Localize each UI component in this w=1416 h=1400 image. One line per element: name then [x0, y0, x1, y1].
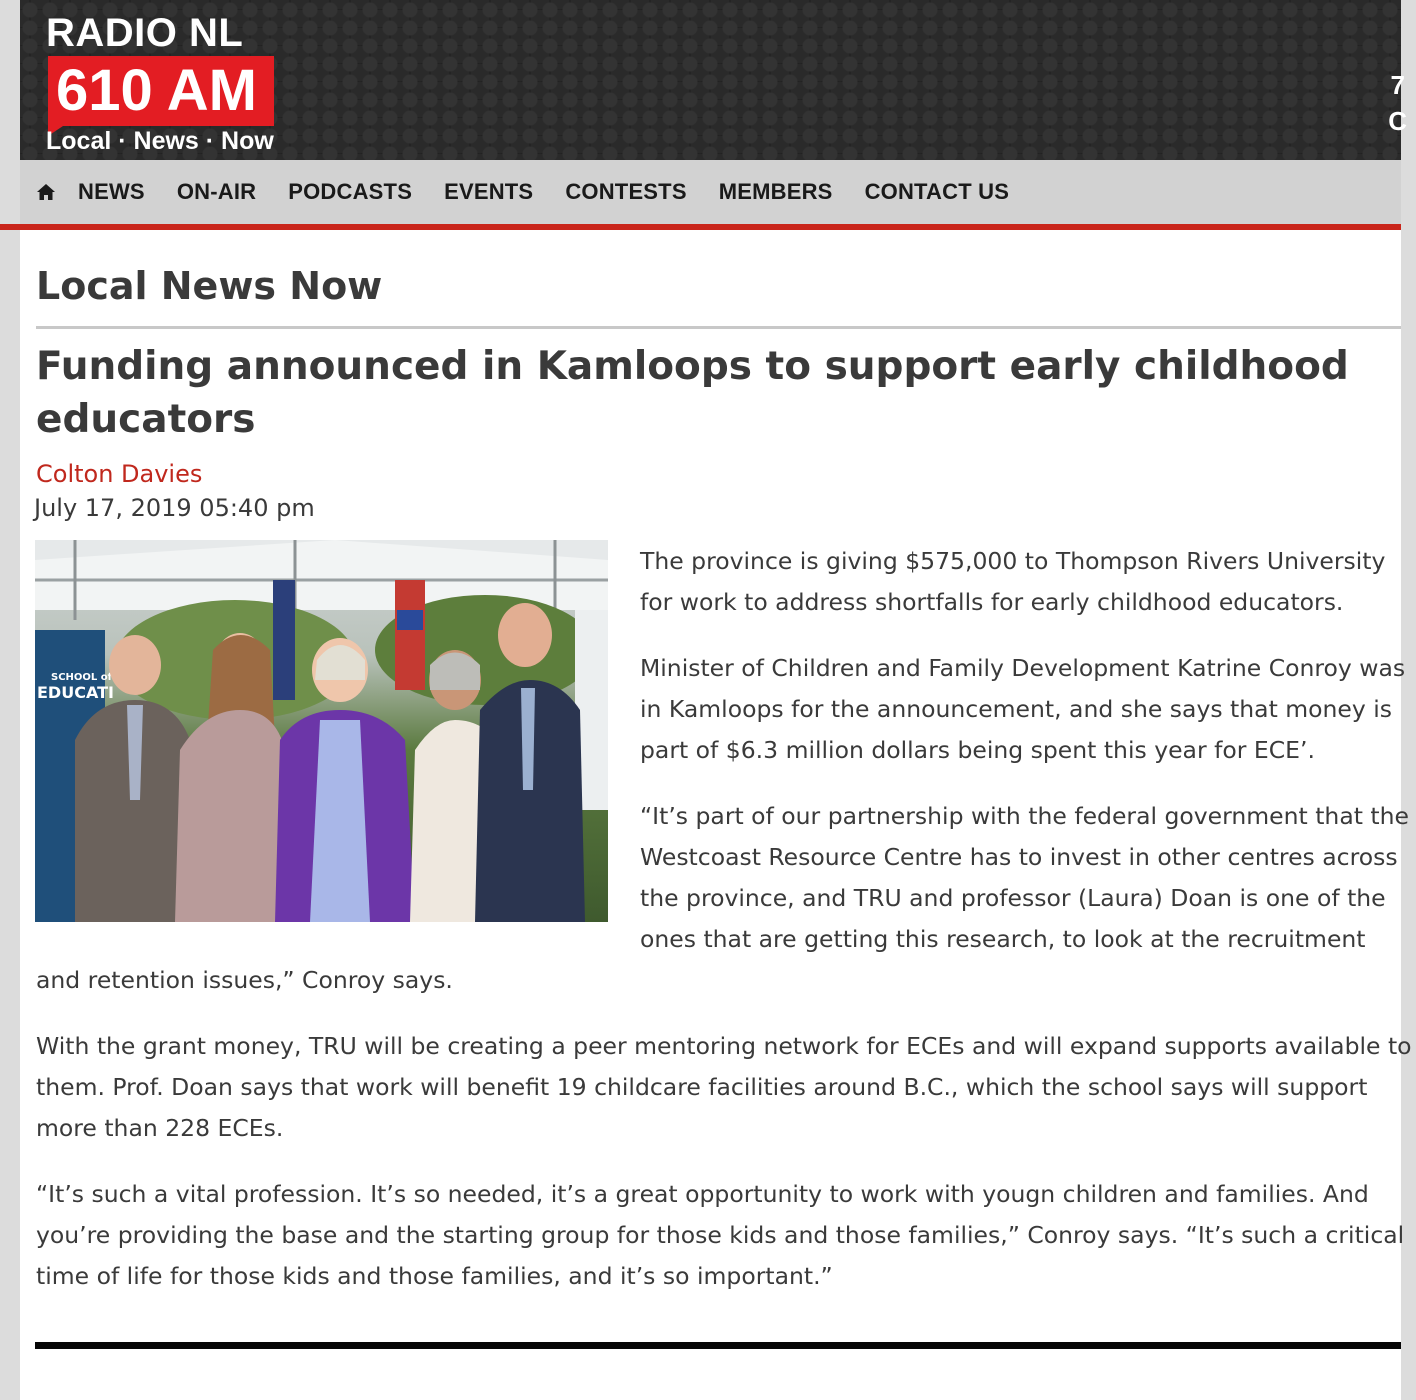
article-paragraph: “It’s part of our partnership with the federal government that the Westcoast Resource Centre has to invest in other centres across the province, and TRU and professor (Laura) Doan is one of the ones that are getting this research, to look at the recruitment and retention issues,” Conroy says. — [36, 802, 1409, 994]
logo-line1: RADIO NL — [46, 11, 244, 55]
nav-podcasts[interactable]: PODCASTS — [288, 179, 413, 204]
nav-members[interactable]: MEMBERS — [718, 179, 833, 204]
header-right-text-2: C — [1388, 106, 1407, 136]
section-divider — [36, 326, 1401, 329]
logo-line2: 610 AM — [56, 58, 257, 123]
photo-banner-line2: EDUCATI — [37, 683, 114, 702]
article-paragraph: The province is giving $575,000 to Thompson Rivers University for work to address shortfalls for early childhood educators. — [640, 547, 1386, 616]
article-paragraph: Minister of Children and Family Development Katrine Conroy was in Kamloops for the announcement, and she says that money is part of $6.3 million dollars being spent this year for ECE’. — [640, 654, 1406, 764]
photo-banner-line1: SCHOOL of — [51, 672, 112, 683]
header-right-text-1: 7 — [1390, 70, 1405, 100]
logo-red-block — [48, 56, 274, 126]
main-content — [20, 230, 1412, 1400]
nav-on-air[interactable]: ON-AIR — [176, 179, 257, 204]
article-author-link[interactable]: Colton Davies — [36, 460, 203, 488]
left-gutter — [0, 0, 20, 1400]
nav-news[interactable]: NEWS — [78, 179, 145, 204]
photo-spacer — [36, 540, 640, 940]
main-nav — [20, 160, 1401, 224]
article-date: July 17, 2019 05:40 pm — [34, 494, 315, 522]
nav-contests[interactable]: CONTESTS — [565, 179, 687, 204]
article-body — [36, 540, 1416, 1322]
logo-tagline: Local · News · Now — [46, 127, 274, 155]
home-icon[interactable] — [36, 182, 56, 202]
article-paragraph: “It’s such a vital profession. It’s so needed, it’s a great opportunity to work with yougn children and families. And you’re providing the base and the starting group for those kids and those families,” Conroy says. “It’s such a critical time of life for those kids and those families, and it’s so important.” — [36, 1180, 1405, 1290]
article-paragraph: With the grant money, TRU will be creating a peer mentoring network for ECEs and will expand supports available to them. Prof. Doan says that work will benefit 19 childcare facilities around B.C., which the school says will support more than 228 ECEs. — [36, 1032, 1412, 1142]
site-logo[interactable] — [46, 12, 278, 158]
nav-events[interactable]: EVENTS — [444, 179, 534, 204]
article-headline: Funding announced in Kamloops to support early childhood educators — [36, 344, 1349, 442]
section-title: Local News Now — [36, 264, 383, 308]
nav-contact-us[interactable]: CONTACT US — [864, 179, 1010, 204]
article-bottom-rule — [35, 1342, 1401, 1349]
